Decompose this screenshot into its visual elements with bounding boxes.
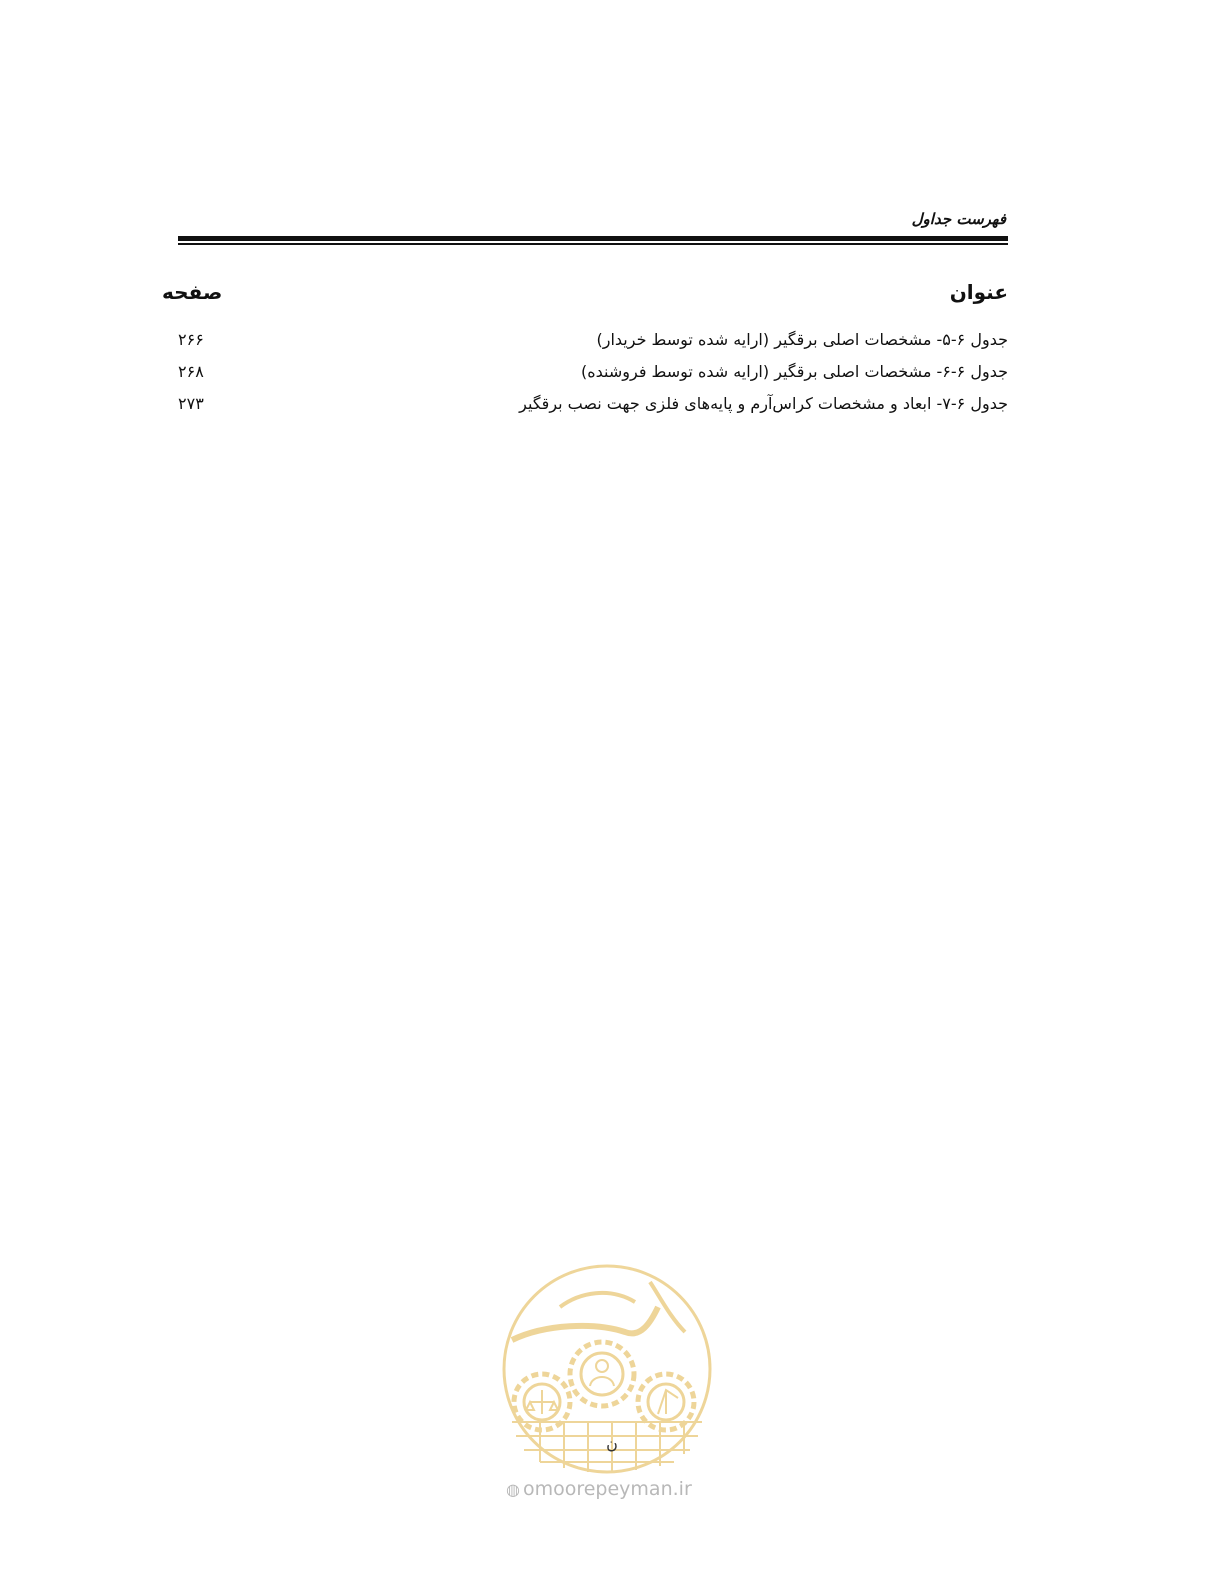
toc-entry-title: جدول ۶-۶- مشخصات اصلی برقگیر (ارایه شده توسط فروشنده) bbox=[581, 362, 1008, 381]
globe-icon: ◍ bbox=[506, 1480, 520, 1499]
toc-entry[interactable] bbox=[0, 330, 1224, 362]
toc-entry-page: ۲۷۳ bbox=[178, 394, 204, 413]
watermark-url-text: omoorepeyman.ir bbox=[522, 1478, 692, 1500]
toc-entry-page: ۲۶۸ bbox=[178, 362, 204, 381]
watermark-url bbox=[506, 1478, 706, 1500]
toc-entry-title: جدول ۶-۷- ابعاد و مشخصات کراس‌آرم و پایه‌های فلزی جهت نصب برقگیر bbox=[519, 394, 1008, 413]
header-rule bbox=[178, 236, 1008, 245]
title-column-heading: عنوان bbox=[949, 280, 1008, 304]
page-number: ن bbox=[606, 1434, 618, 1453]
page-column-heading: صفحه bbox=[162, 280, 223, 304]
running-header: فهرست جداول bbox=[911, 210, 1006, 228]
toc-list bbox=[0, 330, 1224, 426]
toc-entry-page: ۲۶۶ bbox=[178, 330, 204, 349]
toc-entry[interactable] bbox=[0, 362, 1224, 394]
toc-entry-title: جدول ۶-۵- مشخصات اصلی برقگیر (ارایه شده توسط خریدار) bbox=[596, 330, 1008, 349]
toc-entry[interactable] bbox=[0, 394, 1224, 426]
